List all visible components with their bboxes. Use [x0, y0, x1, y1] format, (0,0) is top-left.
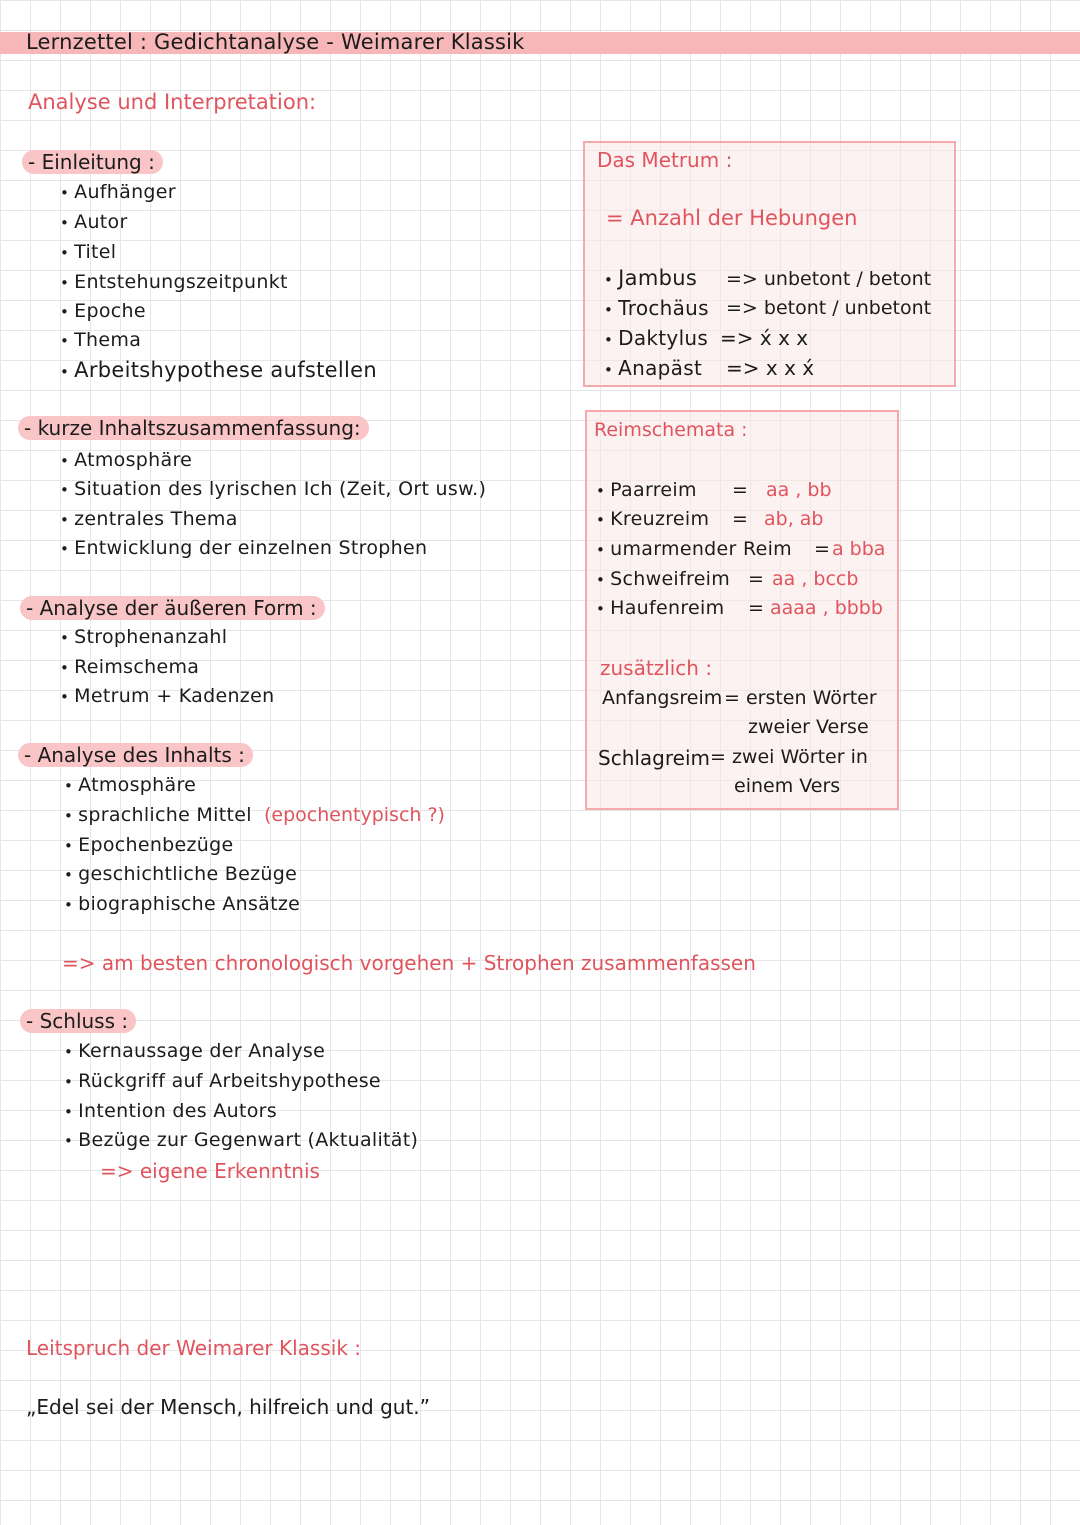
motto-quote: „Edel sei der Mensch, hilfreich und gut.”: [26, 1395, 431, 1419]
extra-def: = ersten Wörter: [724, 687, 877, 709]
metrum-pattern: => x́ x x: [720, 326, 809, 350]
reim-value: aaaa , bbbb: [770, 597, 883, 619]
list-item: • Aufhänger: [60, 181, 176, 203]
metrum-name: • Jambus: [604, 266, 697, 290]
list-item: • Bezüge zur Gegenwart (Aktualität): [64, 1129, 418, 1151]
reim-eq: =: [814, 538, 830, 560]
conclusion-note: => eigene Erkenntnis: [100, 1159, 320, 1183]
reim-eq: =: [748, 568, 764, 590]
reim-name: • Paarreim: [596, 479, 697, 501]
zusaetzlich-title: zusätzlich :: [600, 656, 713, 680]
list-item: • zentrales Thema: [60, 508, 238, 530]
list-item: • Arbeitshypothese aufstellen: [60, 358, 377, 382]
page-title: Lernzettel : Gedichtanalyse - Weimarer Klassik: [26, 30, 525, 54]
extra-term: Schlagreim: [598, 746, 711, 770]
metrum-definition: = Anzahl der Hebungen: [606, 206, 858, 230]
reim-name: • Haufenreim: [596, 597, 724, 619]
list-item: • Atmosphäre: [60, 449, 192, 471]
list-item: • Epochenbezüge: [64, 834, 233, 856]
reim-value: aa , bb: [766, 479, 832, 501]
list-item: • Rückgriff auf Arbeitshypothese: [64, 1070, 381, 1092]
heading-analyse-inhalt: - Analyse des Inhalts :: [18, 743, 253, 767]
reim-value: a bba: [832, 538, 886, 560]
heading-inhaltszusammenfassung: - kurze Inhaltszusammenfassung:: [18, 416, 369, 440]
reim-eq: =: [732, 479, 748, 501]
reim-eq: =: [732, 508, 748, 530]
extra-def: zweier Verse: [748, 716, 869, 738]
reim-value: aa , bccb: [772, 568, 859, 590]
metrum-name: • Anapäst: [604, 356, 702, 380]
chronology-note: => am besten chronologisch vorgehen + Strophen zusammenfassen: [62, 951, 756, 975]
reim-value: ab, ab: [764, 508, 824, 530]
metrum-title: Das Metrum :: [597, 148, 733, 172]
metrum-pattern: => betont / unbetont: [726, 297, 932, 319]
metrum-pattern: => unbetont / betont: [726, 268, 932, 290]
list-item: • geschichtliche Bezüge: [64, 863, 297, 885]
reim-title: Reimschemata :: [594, 419, 748, 441]
section-heading: Analyse und Interpretation:: [28, 90, 317, 114]
extra-def: einem Vers: [734, 775, 841, 797]
metrum-pattern: => x x x́: [726, 356, 815, 380]
reim-name: • Kreuzreim: [596, 508, 709, 530]
list-item: • biographische Ansätze: [64, 893, 300, 915]
reim-name: • Schweifreim: [596, 568, 730, 590]
list-item: • Autor: [60, 211, 128, 233]
list-item: • Entwicklung der einzelnen Strophen: [60, 537, 427, 559]
list-item: • Entstehungszeitpunkt: [60, 271, 288, 293]
metrum-name: • Trochäus: [604, 296, 709, 320]
extra-def: = zwei Wörter in: [710, 746, 868, 768]
heading-einleitung: - Einleitung :: [22, 150, 163, 174]
list-item: • Epoche: [60, 300, 146, 322]
motto-title: Leitspruch der Weimarer Klassik :: [26, 1336, 361, 1360]
reim-eq: =: [748, 597, 764, 619]
reim-name: • umarmender Reim: [596, 538, 792, 560]
metrum-name: • Daktylus: [604, 326, 708, 350]
list-item: • Metrum + Kadenzen: [60, 685, 274, 707]
list-item: • Atmosphäre: [64, 774, 196, 796]
heading-schluss: - Schluss :: [20, 1009, 136, 1033]
list-item: • Intention des Autors: [64, 1100, 277, 1122]
extra-term: Anfangsreim: [602, 687, 723, 709]
list-item: • Strophenanzahl: [60, 626, 227, 648]
list-item: • Reimschema: [60, 656, 199, 678]
list-item: • sprachliche Mittel: [64, 804, 252, 826]
epochentypisch-note: (epochentypisch ?): [264, 804, 445, 826]
list-item: • Titel: [60, 241, 116, 263]
list-item: • Kernaussage der Analyse: [64, 1040, 325, 1062]
list-item: • Situation des lyrischen Ich (Zeit, Ort usw.): [60, 478, 486, 500]
metrum-box: [583, 141, 956, 387]
list-item: • Thema: [60, 329, 141, 351]
heading-aeussere-form: - Analyse der äußeren Form :: [20, 596, 325, 620]
